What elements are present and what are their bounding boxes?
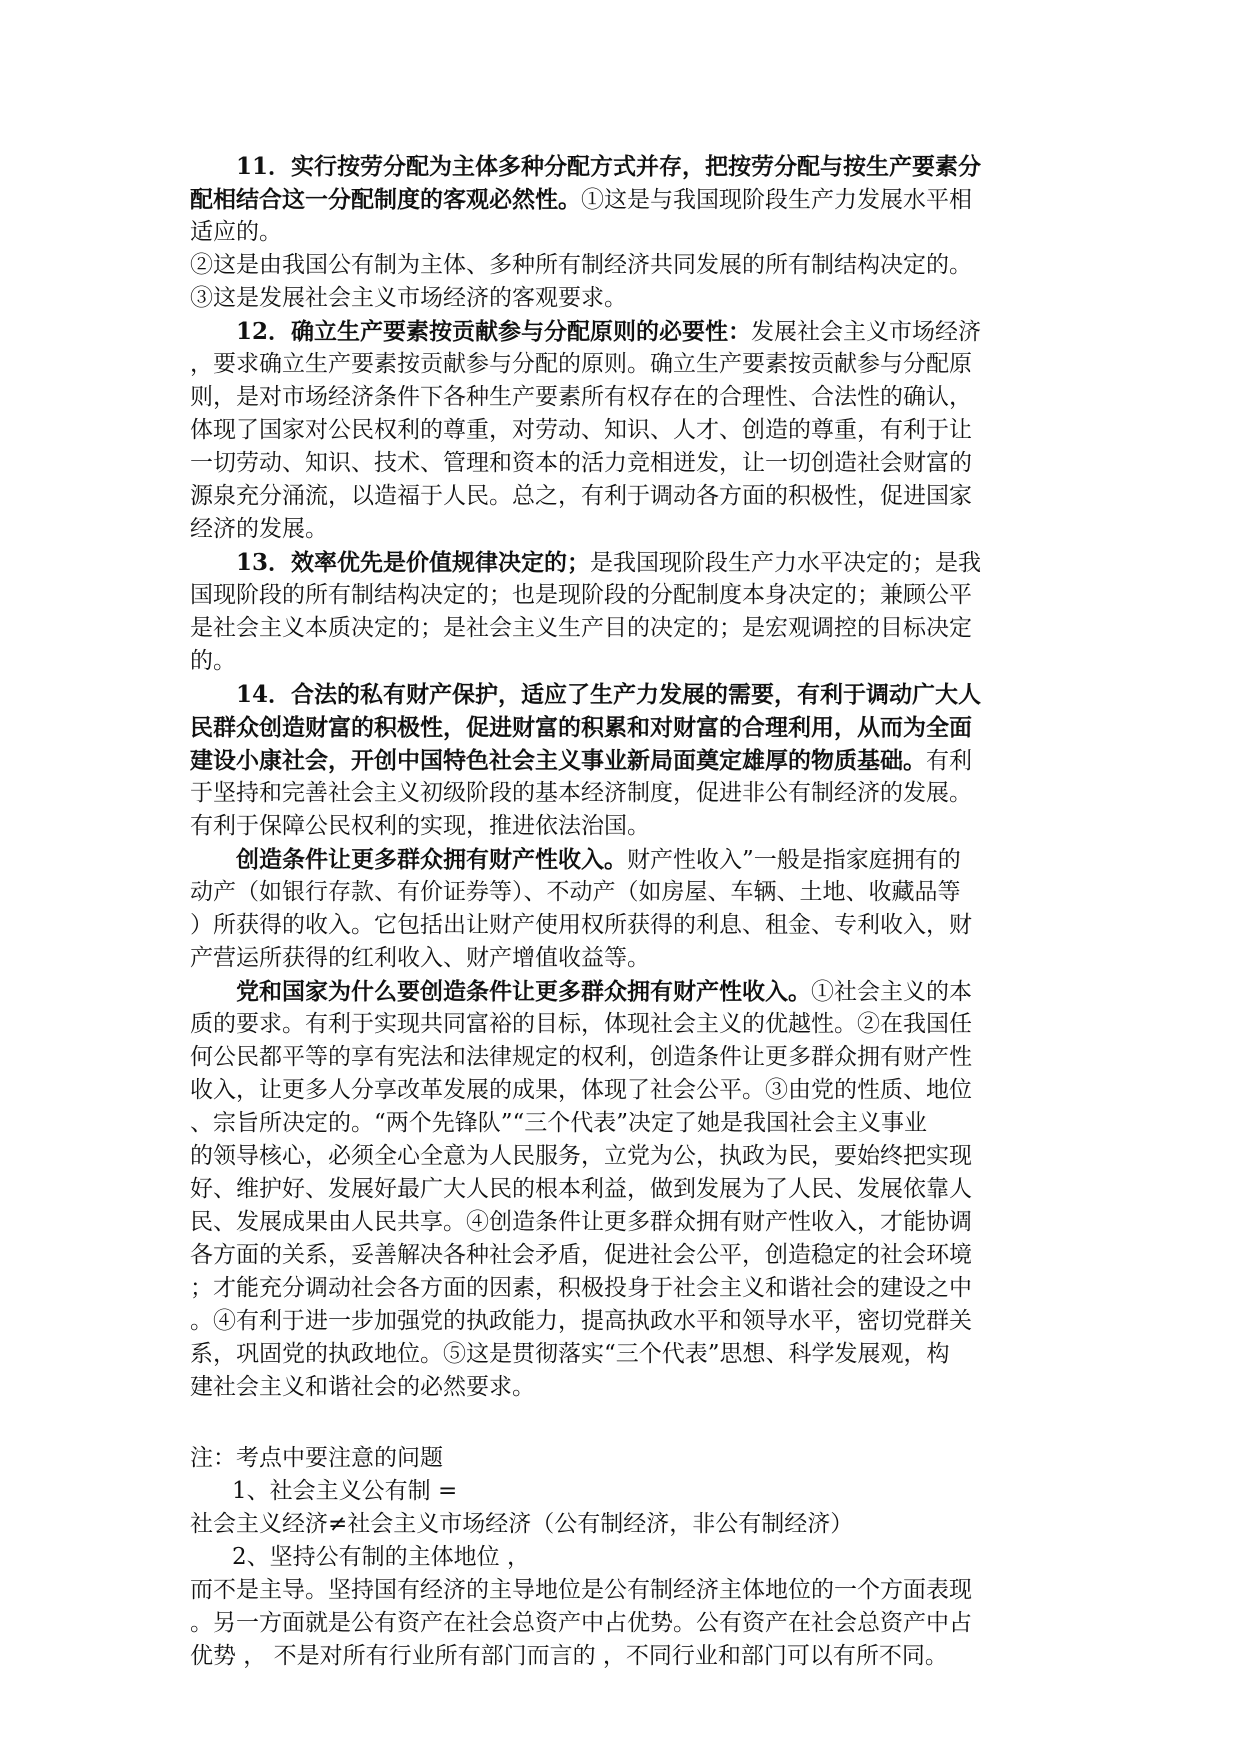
p12-line-6: 源泉充分涌流，以造福于人民。总之，有利于调动各方面的积极性，促进国家 xyxy=(190,483,972,509)
p12-line-2: ，要求确立生产要素按贡献参与分配的原则。确立生产要素按贡献参与分配原 xyxy=(190,351,972,377)
p16-line-10: ；才能充分调动社会各方面的因素，积极投身于社会主义和谐社会的建设之中 xyxy=(190,1275,972,1301)
p16-line-9: 各方面的关系，妥善解决各种社会矛盾，促进社会公平，创造稳定的社会环境 xyxy=(190,1242,972,1268)
p16-heading: 党和国家为什么要创造条件让更多群众拥有财产性收入。 xyxy=(236,978,811,1005)
p11-line-5: ③这是发展社会主义市场经济的客观要求。 xyxy=(190,285,627,311)
p14-line-2 xyxy=(190,711,1040,744)
p14-heading: 14．合法的私有财产保护，适应了生产力发展的需要，有利于调动广大人 xyxy=(236,681,982,708)
p12-text: 发展社会主义市场经济 xyxy=(751,319,982,345)
p12-heading: 12．确立生产要素按贡献参与分配原则的必要性： xyxy=(236,318,752,345)
p15-text: 财产性收入”一般是指家庭拥有的 xyxy=(627,847,961,873)
p15-line-3: ）所获得的收入。它包括出让财产使用权所获得的利息、租金、专利收入，财 xyxy=(190,912,972,938)
p16-line-13: 建社会主义和谐社会的必然要求。 xyxy=(190,1374,535,1400)
note-section xyxy=(190,1442,1040,1673)
p14-line-1 xyxy=(190,678,1040,711)
p16-line-12: 系，巩固党的执政地位。⑤这是贯彻落实“三个代表”思想、科学发展观，构 xyxy=(190,1341,950,1367)
p11-line-1 xyxy=(190,150,1040,183)
section-gap xyxy=(190,1404,1040,1442)
p15-line-2: 动产（如银行存款、有价证券等）、不动产（如房屋、车辆、土地、收藏品等 xyxy=(190,879,961,905)
p15-line-4: 产营运所获得的红利收入、财产增值收益等。 xyxy=(190,945,650,971)
p11-line-2 xyxy=(190,183,1040,216)
paragraph-11 xyxy=(190,150,1040,315)
p14-line-5: 有利于保障公民权利的实现，推进依法治国。 xyxy=(190,813,650,839)
p11-heading-cont: 配相结合这一分配制度的客观必然性。 xyxy=(190,186,581,213)
p15-line-1 xyxy=(190,843,1040,876)
p12-line-1 xyxy=(190,315,1040,348)
p12-line-3: 则，是对市场经济条件下各种生产要素所有权存在的合理性、合法性的确认， xyxy=(190,384,972,410)
paragraph-why-property-income xyxy=(190,975,1040,1404)
p12-line-4: 体现了国家对公民权利的尊重，对劳动、知识、人才、创造的尊重，有利于让 xyxy=(190,417,972,443)
p11-line-4: ②这是由我国公有制为主体、多种所有制经济共同发展的所有制结构决定的。 xyxy=(190,252,972,278)
document-page xyxy=(190,150,1040,1673)
p16-line-3: 何公民都平等的享有宪法和法律规定的权利，创造条件让更多群众拥有财产性 xyxy=(190,1044,972,1070)
p13-line-1 xyxy=(190,546,1040,579)
p13-line-3: 是社会主义本质决定的；是社会主义生产目的决定的；是宏观调控的目标决定 xyxy=(190,615,972,641)
p16-text: ①社会主义的本 xyxy=(811,979,972,1005)
paragraph-14 xyxy=(190,678,1040,843)
paragraph-property-income xyxy=(190,843,1040,975)
p13-heading: 13．效率优先是价值规律决定的； xyxy=(236,549,591,576)
p14-heading-cont: 民群众创造财富的积极性，促进财富的积累和对财富的合理利用，从而为全面 xyxy=(190,714,972,741)
note-item-1: 1、社会主义公有制 = xyxy=(232,1478,458,1504)
p13-line-2: 国现阶段的所有制结构决定的；也是现阶段的分配制度本身决定的；兼顾公平 xyxy=(190,582,972,608)
p11-heading: 11．实行按劳分配为主体多种分配方式并存，把按劳分配与按生产要素分 xyxy=(236,153,982,180)
p16-line-5: 、宗旨所决定的。“两个先锋队”“三个代表”决定了她是我国社会主义事业 xyxy=(190,1110,928,1136)
p16-line-11: 。④有利于进一步加强党的执政能力，提高执政水平和领导水平，密切党群关 xyxy=(190,1308,972,1334)
p14-heading-end: 建设小康社会，开创中国特色社会主义事业新局面奠定雄厚的物质基础。 xyxy=(190,747,926,774)
p15-heading: 创造条件让更多群众拥有财产性收入。 xyxy=(236,846,627,873)
note-item-2-line-3: 优势 ， 不是对所有行业所有部门而言的 ，不同行业和部门可以有所不同。 xyxy=(190,1643,948,1669)
p14-text: 有利 xyxy=(926,748,972,774)
p12-line-5: 一切劳动、知识、技术、管理和资本的活力竞相迸发，让一切创造社会财富的 xyxy=(190,450,972,476)
note-item-1-detail: 社会主义经济≠社会主义市场经济（公有制经济，非公有制经济） xyxy=(190,1511,854,1537)
p16-line-4: 收入，让更多人分享改革发展的成果，体现了社会公平。③由党的性质、地位 xyxy=(190,1077,972,1103)
note-item-2-line-1: 而不是主导。坚持国有经济的主导地位是公有制经济主体地位的一个方面表现 xyxy=(190,1577,972,1603)
p16-line-7: 好、维护好、发展好最广大人民的根本利益，做到发展为了人民、发展依靠人 xyxy=(190,1176,972,1202)
paragraph-12 xyxy=(190,315,1040,546)
p16-line-6: 的领导核心，必须全心全意为人民服务，立党为公，执政为民，要始终把实现 xyxy=(190,1143,972,1169)
p16-line-8: 民、发展成果由人民共享。④创造条件让更多群众拥有财产性收入，才能协调 xyxy=(190,1209,972,1235)
note-item-2-line-2: 。另一方面就是公有资产在社会总资产中占优势。公有资产在社会总资产中占 xyxy=(190,1610,972,1636)
paragraph-13 xyxy=(190,546,1040,678)
p14-line-4: 于坚持和完善社会主义初级阶段的基本经济制度，促进非公有制经济的发展。 xyxy=(190,780,972,806)
p16-line-2: 质的要求。有利于实现共同富裕的目标，体现社会主义的优越性。②在我国任 xyxy=(190,1011,972,1037)
p16-line-1 xyxy=(190,975,1040,1008)
note-title: 注：考点中要注意的问题 xyxy=(190,1445,443,1471)
p14-line-3 xyxy=(190,744,1040,777)
p13-text: 是我国现阶段生产力水平决定的；是我 xyxy=(590,550,982,576)
p13-line-4: 的。 xyxy=(190,648,236,674)
p11-line-3: 适应的。 xyxy=(190,219,282,245)
p11-text: ①这是与我国现阶段生产力发展水平相 xyxy=(581,187,972,213)
p12-line-7: 经济的发展。 xyxy=(190,516,328,542)
note-item-2: 2、坚持公有制的主体地位 ， xyxy=(232,1544,530,1570)
